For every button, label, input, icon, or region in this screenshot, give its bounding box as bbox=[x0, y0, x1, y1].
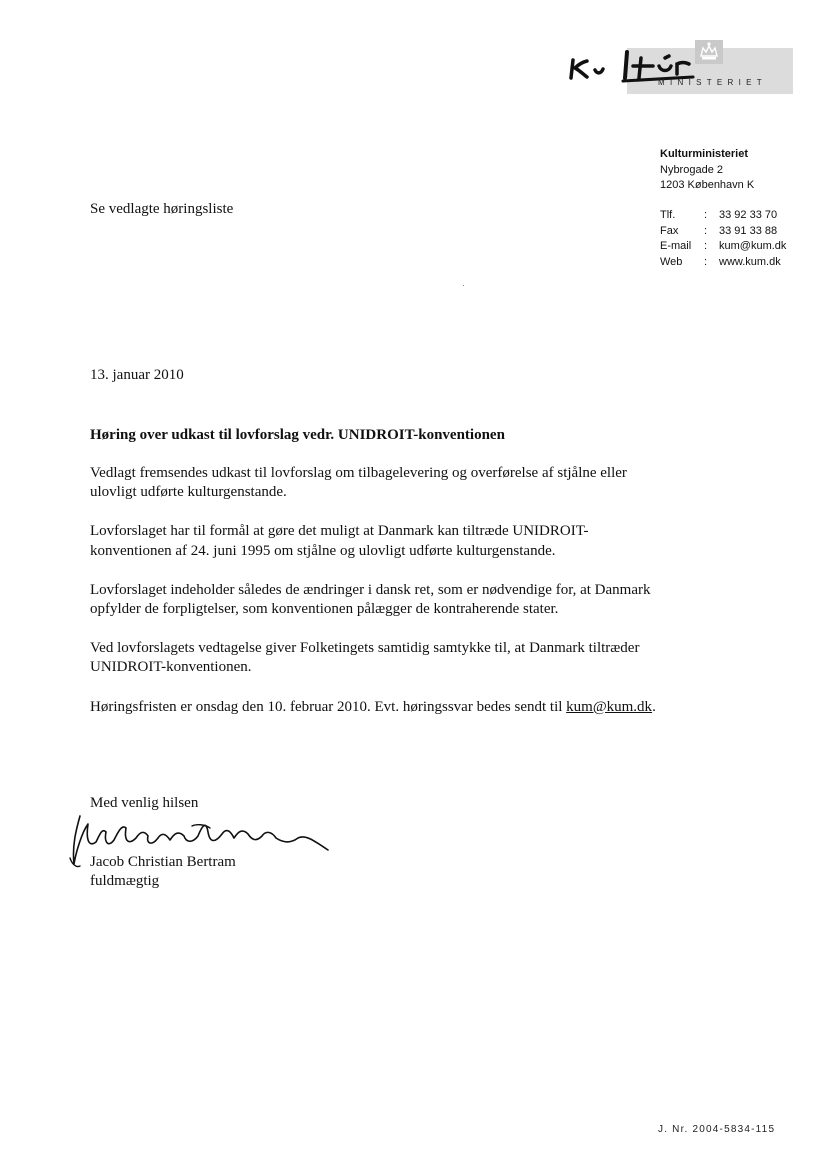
body-paragraph: Ved lovforslagets vedtagelse giver Folketingets samtidig samtykke til, at Danmark tiltræder UNIDROIT-konventionen. bbox=[90, 640, 640, 676]
letter-subject: Høring over udkast til lovforslag vedr. UNIDROIT-konventionen bbox=[90, 427, 505, 443]
contact-sep: : bbox=[704, 224, 708, 237]
contact-key: Tlf. bbox=[660, 209, 676, 221]
contact-key: E-mail bbox=[660, 240, 692, 252]
signer-title: fuldmægtig bbox=[90, 873, 160, 889]
contact-info bbox=[660, 208, 786, 270]
contact-key: Web bbox=[660, 255, 683, 268]
contact-value: www.kum.dk bbox=[719, 255, 781, 268]
deadline-end: . bbox=[652, 698, 656, 715]
logo-wordmark: MINISTERIET bbox=[658, 78, 767, 87]
body-paragraph: Vedlagt fremsendes udkast til lovforslag om tilbagelevering og overførelse af stjålne eller ulovligt udførte kulturgenstande. bbox=[90, 465, 627, 501]
contact-row-phone bbox=[660, 208, 786, 224]
letter-date: 13. januar 2010 bbox=[90, 367, 184, 383]
body-paragraph: Lovforslaget indeholder således de ændringer i dansk ret, som er nødvendige for, at Danmark opfylder de forpligtelser, som konventionen pålægger de kontraherende stater. bbox=[90, 581, 651, 618]
deadline-paragraph bbox=[90, 698, 660, 717]
signer-block bbox=[90, 853, 236, 891]
contact-value: 33 91 33 88 bbox=[719, 224, 778, 237]
email-link[interactable]: kum@kum.dk bbox=[566, 698, 653, 715]
contact-key: Fax bbox=[660, 224, 679, 237]
contact-row-fax bbox=[660, 224, 786, 240]
sender-address bbox=[660, 147, 754, 194]
contact-sep: : bbox=[704, 255, 708, 268]
closing-greeting: Med venlig hilsen bbox=[90, 795, 199, 811]
sender-organization: Kulturministeriet bbox=[660, 148, 749, 160]
letter-body bbox=[90, 464, 660, 737]
sender-city: 1203 København K bbox=[660, 179, 755, 191]
contact-value: 33 92 33 70 bbox=[719, 209, 778, 221]
contact-sep: : bbox=[704, 240, 708, 252]
ministry-logo bbox=[565, 40, 793, 96]
signer-name: Jacob Christian Bertram bbox=[90, 854, 236, 870]
contact-sep: : bbox=[704, 209, 708, 221]
contact-row-email bbox=[660, 239, 786, 255]
deadline-text: Høringsfristen er onsdag den 10. februar 2010. Evt. høringssvar bedes sendt til bbox=[90, 698, 567, 715]
body-paragraph: Lovforslaget har til formål at gøre det muligt at Danmark kan tiltræde UNIDROIT-konventionen af 24. juni 1995 om stjålne og ulovligt udførte kulturgenstande. bbox=[90, 523, 589, 559]
journal-number: J. Nr. 2004-5834-115 bbox=[658, 1124, 776, 1135]
recipient-line: Se vedlagte høringsliste bbox=[90, 201, 234, 217]
contact-row-web bbox=[660, 255, 786, 271]
scan-speck bbox=[463, 285, 464, 286]
contact-value: kum@kum.dk bbox=[719, 240, 787, 252]
sender-street: Nybrogade 2 bbox=[660, 163, 723, 176]
